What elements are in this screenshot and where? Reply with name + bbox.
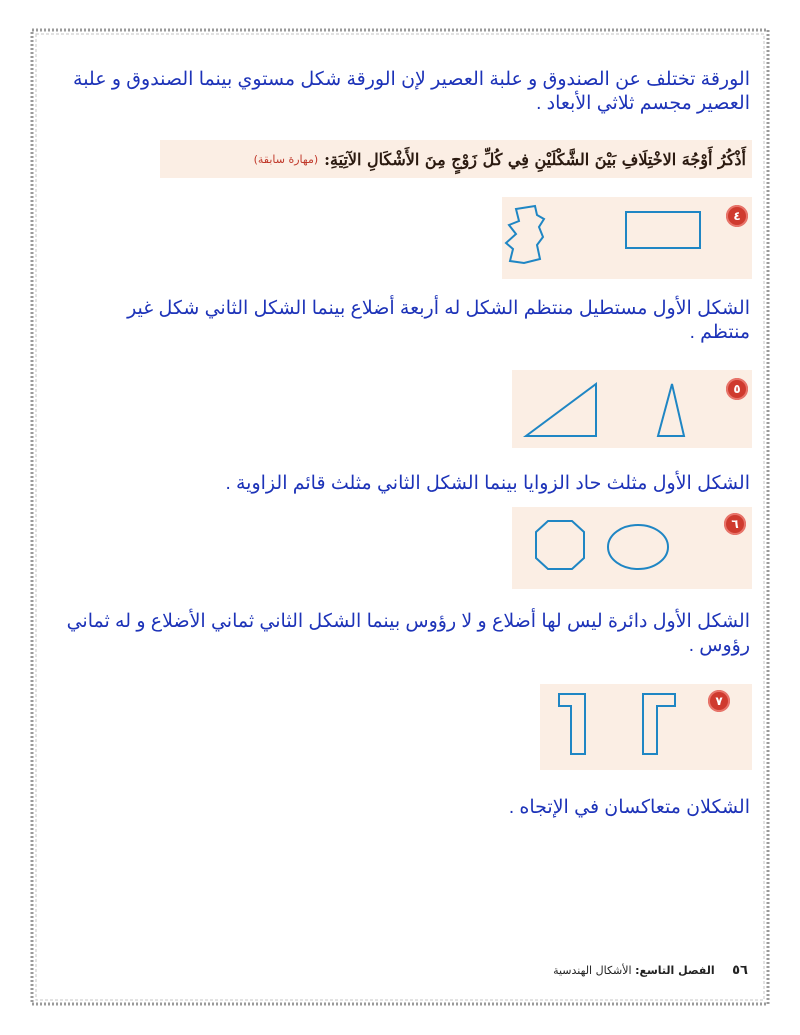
figure-4 [502,197,752,279]
answer-4: الشكل الأول مستطيل منتظم الشكل له أربعة أضلاع بينما الشكل الثاني شكل غير منتظم . [127,298,750,343]
figure-5-number: ٥ [726,378,748,400]
figure-6 [512,507,752,589]
page-footer [470,963,748,978]
figure-5 [512,370,752,448]
answer-6: الشكل الأول دائرة ليس لها أضلاع و لا رؤوس بينما الشكل الثاني ثماني الأضلاع و له ثماني رؤوس . [66,611,750,656]
figure-7-number: ٧ [708,690,730,712]
question-heading [160,140,752,178]
answer-1: الورقة تختلف عن الصندوق و علبة العصير لإن الورقة شكل مستوي بينما الصندوق و علبة العصير مجسم ثلاثي الأبعاد . [73,69,750,114]
question-text: أَذْكُرُ أَوْجُهَ الاخْتِلَافِ بَيْنَ الشَّكْلَيْنِ فِي كُلِّ زَوْجٍ مِنَ الأَشْكَالِ الآتِيَةِ: [324,149,746,169]
answer-7: الشكلان متعاكسان في الإتجاه . [508,797,750,818]
answer-5: الشكل الأول مثلث حاد الزوايا بينما الشكل الثاني مثلث قائم الزاوية . [225,473,750,494]
skill-label: (مهارة سابقة) [253,152,319,166]
figure-7 [540,684,752,770]
figure-4-number: ٤ [726,205,748,227]
figure-6-number: ٦ [724,513,746,535]
chapter-label: الفصل التاسع: [635,964,715,977]
page-number: ٥٦ [732,963,748,978]
chapter-title: الأشكال الهندسية [553,964,632,977]
